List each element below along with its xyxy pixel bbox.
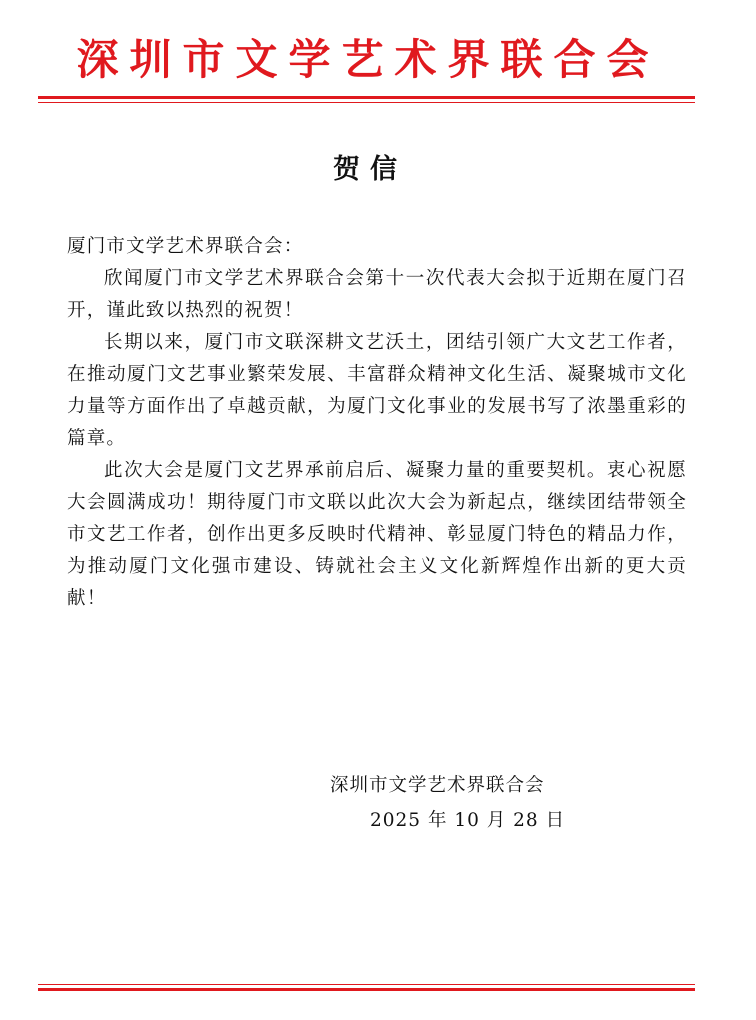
footer-divider-thin	[38, 984, 695, 985]
signature-org: 深圳市文学艺术界联合会	[330, 775, 545, 796]
letterhead-title: 深圳市文学艺术界联合会	[76, 35, 660, 84]
signature-date: 2025 年 10 月 28 日	[370, 810, 566, 831]
document-title: 贺信	[333, 154, 407, 185]
paragraph-2: 长期以来，厦门市文联深耕文艺沃土，团结引领广大文艺工作者，在推动厦门文艺事业繁荣发展、丰富群众精神文化生活、凝聚城市文化力量等方面作出了卓越贡献，为厦门文化事业的发展书写了浓墨重彩的篇章。	[67, 332, 687, 449]
header-divider-thick	[38, 96, 695, 99]
paragraph-3: 此次大会是厦门文艺界承前启后、凝聚力量的重要契机。衷心祝愿大会圆满成功！期待厦门市文联以此次大会为新起点，继续团结带领全市文艺工作者，创作出更多反映时代精神、彰显厦门特色的精品力作，为推动厦门文化强市建设、铸就社会主义文化新辉煌作出新的更大贡献！	[67, 460, 687, 609]
letter-body	[67, 231, 687, 615]
paragraph-1: 欣闻厦门市文学艺术界联合会第十一次代表大会拟于近期在厦门召开，谨此致以热烈的祝贺！	[67, 268, 687, 321]
salutation: 厦门市文学艺术界联合会：	[67, 236, 304, 257]
signature-block	[330, 768, 670, 838]
footer-divider-thick	[38, 988, 695, 991]
header-divider-thin	[38, 102, 695, 103]
